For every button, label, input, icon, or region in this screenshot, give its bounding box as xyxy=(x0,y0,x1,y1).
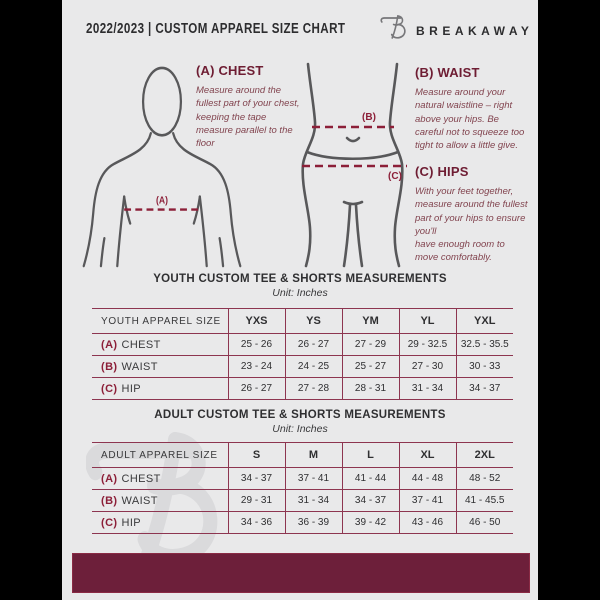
column-header: YL xyxy=(399,309,456,334)
row-label: WAIST xyxy=(121,494,158,507)
footer-bar xyxy=(72,553,530,593)
brand-name: BREAKAWAY xyxy=(416,24,534,38)
table-cell: 25 - 27 xyxy=(342,356,399,378)
youth-size-table xyxy=(92,308,513,400)
hips-guide xyxy=(415,164,529,265)
row-marker: (A) xyxy=(101,472,118,485)
table-cell: 37 - 41 xyxy=(399,490,456,512)
table-row xyxy=(92,512,513,534)
table-cell: 25 - 26 xyxy=(228,334,285,356)
table-cell: 34 - 36 xyxy=(228,512,285,534)
waist-marker-label: (B) xyxy=(362,112,376,123)
youth-section-title: YOUTH CUSTOM TEE & SHORTS MEASUREMENTS xyxy=(153,273,447,285)
table-row xyxy=(92,490,513,512)
table-cell: 27 - 30 xyxy=(399,356,456,378)
column-header: YXL xyxy=(456,309,513,334)
table-cell: 39 - 42 xyxy=(342,512,399,534)
table-cell: 36 - 39 xyxy=(285,512,342,534)
row-label: CHEST xyxy=(121,338,161,351)
table-cell: 41 - 44 xyxy=(342,468,399,490)
table-cell: 48 - 52 xyxy=(456,468,513,490)
row-label: HIP xyxy=(121,516,142,529)
table-cell: 27 - 28 xyxy=(285,378,342,400)
table-cell: 46 - 50 xyxy=(456,512,513,534)
table-cell: 34 - 37 xyxy=(456,378,513,400)
row-marker: (C) xyxy=(101,382,118,395)
row-marker: (B) xyxy=(101,494,118,507)
table-row xyxy=(92,334,513,356)
table-cell: 26 - 27 xyxy=(228,378,285,400)
column-header: YM xyxy=(342,309,399,334)
left-letterbox-bar xyxy=(0,0,62,600)
row-label-cell xyxy=(92,356,228,378)
table-cell: 32.5 - 35.5 xyxy=(456,334,513,356)
chest-guide xyxy=(196,63,302,150)
row-label-cell xyxy=(92,512,228,534)
column-header: XL xyxy=(399,443,456,468)
table-cell: 31 - 34 xyxy=(285,490,342,512)
table-row xyxy=(92,468,513,490)
hip-marker-label: (C) xyxy=(388,171,402,182)
document-content xyxy=(62,0,538,600)
breakaway-b-logo-icon xyxy=(380,13,410,41)
column-header: YOUTH APPAREL SIZE xyxy=(101,315,221,327)
chest-guide-heading: (A) CHEST xyxy=(196,63,264,78)
right-letterbox-bar xyxy=(538,0,600,600)
table-cell: 41 - 45.5 xyxy=(456,490,513,512)
waist-guide xyxy=(415,65,525,152)
adult-section-title: ADULT CUSTOM TEE & SHORTS MEASUREMENTS xyxy=(154,409,446,421)
waist-guide-text: Measure around your natural waistline – right above your hips. Be careful not to squeeze too tight to allow a little give. xyxy=(415,87,525,152)
waist-guide-heading: (B) WAIST xyxy=(415,65,480,80)
table-cell: 29 - 31 xyxy=(228,490,285,512)
row-label: HIP xyxy=(121,382,142,395)
table-header-row xyxy=(92,443,513,468)
lower-body-figure xyxy=(295,62,410,268)
table-cell: 29 - 32.5 xyxy=(399,334,456,356)
table-cell: 28 - 31 xyxy=(342,378,399,400)
row-label: CHEST xyxy=(121,472,161,485)
row-label-cell xyxy=(92,378,228,400)
table-cell: 26 - 27 xyxy=(285,334,342,356)
column-header: ADULT APPAREL SIZE xyxy=(101,449,218,461)
hips-guide-text-line1: With your feet together, measure around the fullest part of your hips to ensure you'll xyxy=(415,186,528,237)
table-cell: 27 - 29 xyxy=(342,334,399,356)
table-row xyxy=(92,356,513,378)
table-row xyxy=(92,378,513,400)
table-cell: 30 - 33 xyxy=(456,356,513,378)
column-header: 2XL xyxy=(456,443,513,468)
row-marker: (C) xyxy=(101,516,118,529)
youth-section-unit: Unit: Inches xyxy=(272,287,328,299)
column-header: M xyxy=(285,443,342,468)
row-label-cell xyxy=(92,490,228,512)
column-header: L xyxy=(342,443,399,468)
chest-marker-label: (A) xyxy=(156,195,168,206)
table-cell: 44 - 48 xyxy=(399,468,456,490)
row-marker: (B) xyxy=(101,360,118,373)
table-cell: 31 - 34 xyxy=(399,378,456,400)
table-cell: 23 - 24 xyxy=(228,356,285,378)
table-cell: 37 - 41 xyxy=(285,468,342,490)
chest-guide-text: Measure around the fullest part of your chest, keeping the tape measure parallel to the floor xyxy=(196,85,300,150)
hips-guide-heading: (C) HIPS xyxy=(415,164,469,179)
table-cell: 43 - 46 xyxy=(399,512,456,534)
table-cell: 34 - 37 xyxy=(228,468,285,490)
hips-guide-text-line2: have enough room to move comfortably. xyxy=(415,239,505,264)
page-title: 2022/2023 | CUSTOM APPAREL SIZE CHART xyxy=(86,21,346,37)
column-header: YS xyxy=(285,309,342,334)
adult-section-unit: Unit: Inches xyxy=(272,423,328,435)
row-label-cell xyxy=(92,468,228,490)
adult-size-table xyxy=(92,442,513,534)
row-label-cell xyxy=(92,334,228,356)
column-header: S xyxy=(228,443,285,468)
column-header: YXS xyxy=(228,309,285,334)
row-marker: (A) xyxy=(101,338,118,351)
row-label: WAIST xyxy=(121,360,158,373)
table-header-row xyxy=(92,309,513,334)
table-cell: 34 - 37 xyxy=(342,490,399,512)
table-cell: 24 - 25 xyxy=(285,356,342,378)
